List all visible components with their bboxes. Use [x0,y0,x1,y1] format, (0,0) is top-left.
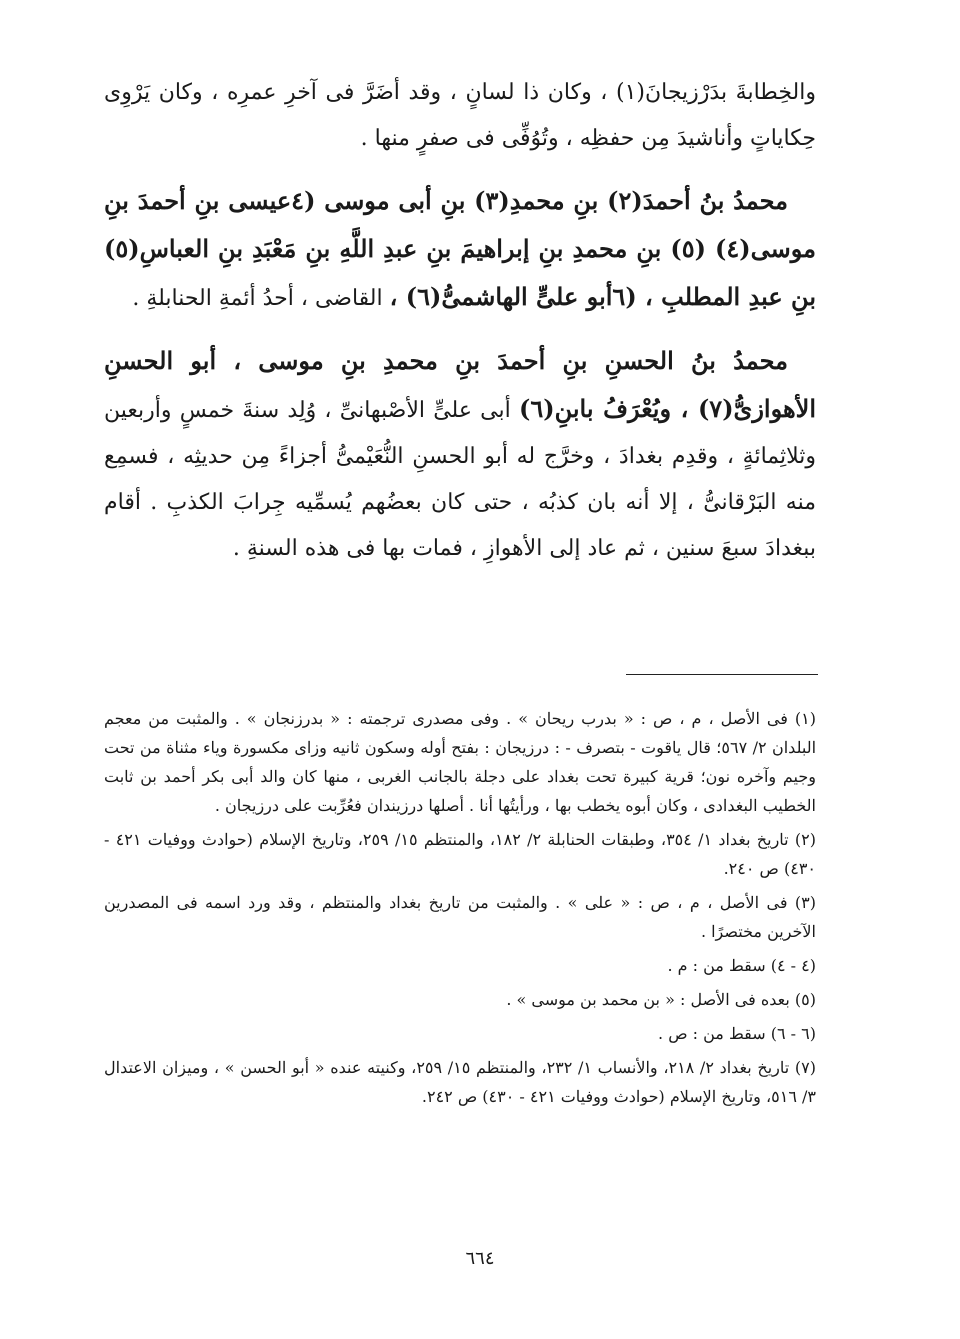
footnote: (٧) تاريخ بغداد ٢/ ٢١٨، والأنساب ١/ ٢٣٢، والمنتظم ١٥/ ٢٥٩، وكنيته عنده « أبو الحسن » ، وميزان الاعتدال ٣/ ٥١٦، وتاريخ الإسلام (حوادث ووفيات ٤٢١ - ٤٣٠) ص ٢٤٢. [104,1058,816,1106]
biography-entry [104,178,816,322]
footnote: (١) فى الأصل ، م ، ص : « بدرب ريحان » . وفى مصدرى ترجمته : « بدرزنجان » . والمثبت من معجم البلدان ٢/ ٥٦٧؛ قال ياقوت - بتصرف - : درزيجان : بفتح أوله وسكون ثانيه وزاى مكسورة وياء مثناة من تحت وجيم وآخره نون؛ قرية كبيرة تحت بغداد على دجلة بالجانب الغربى ، منها كان والد أبى بكر أحمد بن ثابت الخطيب البغدادى ، وكان أبوه يخطب بها ، ورأيتُها أنا . أصلها درزيندان فعُرِّبت على درزيجان . [104,709,817,815]
entry-text: أبى علىٍّ الأصْبهانىِّ ، وُلِد سنةَ خمسٍ وأربعين وثلاثِمائةٍ ، وقدِم بغدادَ ، وخرَّج له أبو الحسنِ النُّعَيْمىُّ أجزاءً مِن حديثِه ، فسمِع منه البَرْقانىُّ ، إلا أنه بان كذبُه ، حتى كان بعضُهم يُسمِّيه جِرابَ الكذبِ . أقام ببغدادَ سبعَ سنين ، ثم عاد إلى الأهوازِ ، فمات بها فى هذه السنةِ . [104,398,816,561]
footnote: (٣) فى الأصل ، م ، ص : « على » . والمثبت من تاريخ بغداد والمنتظم ، وقد ورد اسمه فى المصدرين الآخرين مختصرًا . [104,893,816,941]
footnote: (٥) بعده فى الأصل : « بن محمد بن موسى » . [506,990,816,1009]
biography-entry [104,338,816,572]
paragraph-text: والخِطابةَ بدَرْزيجانَ(١) ، وكان ذا لسانٍ ، وقد أضَرَّ فى آخرِ عمرِه ، وكان يَرْوِى حِكاياتٍ وأناشيدَ مِن حفظِه ، وتُوُفِّى فى صفرٍ منها . [104,80,816,151]
entry-text: القاضى ، أحدُ أئمةِ الحنابلةِ . [132,286,390,311]
entry-name: محمدُ بنُ أحمدَ(٢) بنِ محمدِ(٣) بنِ أبى موسى (٤عيسى بنِ أحمدَ بنِ موسى(٤) (٥) بنِ محمدِ بنِ إبراهيمَ بنِ عبدِ اللَّهِ بنِ مَعْبَدِ بنِ العباسِ(٥) بنِ عبدِ المطلبِ ، (٦أبو علىٍّ الهاشمىُّ(٦) ، [104,186,816,311]
footnote: (٤ - ٤) سقط من : م . [667,956,816,975]
main-text-block [104,70,816,572]
footnote: (٢) تاريخ بغداد ١/ ٣٥٤، وطبقات الحنابلة ٢/ ١٨٢، والمنتظم ١٥/ ٢٥٩، وتاريخ الإسلام (حوادث ووفيات ٤٢١ - ٤٣٠) ص ٢٤٠. [104,830,817,878]
entry-name: محمدُ بنُ الحسنِ بنِ أحمدَ بنِ محمدِ بنِ موسى ، أبو الحسنِ الأهوازىُّ(٧) ، ويُعْرَفُ بابنِ(٦) [104,346,816,423]
footnote-divider [626,674,818,675]
continuation-paragraph [104,70,816,162]
footnote: (٦ - ٦) سقط من : ص . [658,1024,816,1043]
footnotes-block [104,704,816,1116]
page-number: ٦٦٤ [465,1248,495,1269]
